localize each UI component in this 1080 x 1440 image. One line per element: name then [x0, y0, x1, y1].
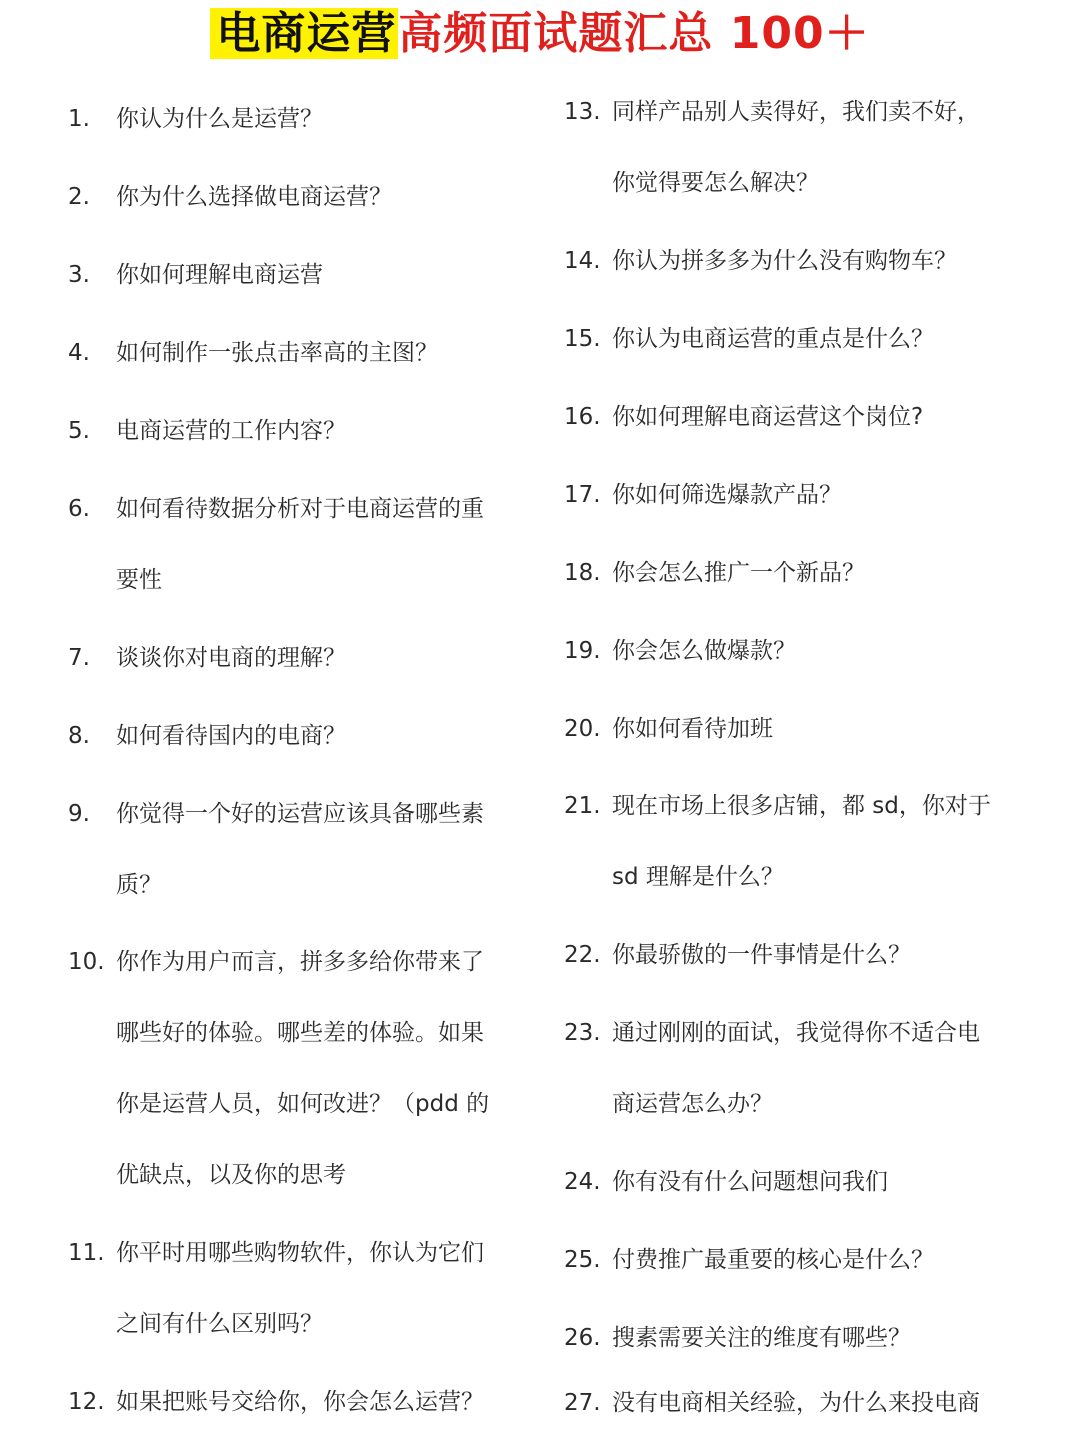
question-text: 你作为用户而言，拼多多给你带来了: [116, 949, 484, 975]
question-text: 你觉得要怎么解决？: [612, 170, 819, 196]
question-12: [68, 1367, 484, 1438]
question-text: 你为什么选择做电商运营？: [116, 184, 392, 210]
question-number: 1.: [68, 106, 90, 132]
question-19: [564, 616, 796, 687]
question-number: 20.: [564, 716, 601, 742]
question-22: [564, 920, 911, 991]
title-rest: 高频面试题汇总 100＋: [398, 8, 870, 59]
question-14: [564, 226, 957, 297]
question-10: [68, 927, 489, 1211]
question-number: 10.: [68, 949, 105, 975]
question-text: 谈谈你对电商的理解？: [116, 645, 346, 671]
question-text: sd 理解是什么？: [612, 864, 784, 890]
question-13: [564, 77, 980, 219]
question-text: 你如何理解电商运营: [116, 262, 323, 288]
question-7: [68, 623, 346, 694]
question-25: [564, 1225, 934, 1296]
question-number: 6.: [68, 496, 90, 522]
question-15: [564, 304, 934, 375]
question-text: 现在市场上很多店铺，都 sd，你对于: [612, 793, 991, 819]
question-text: 你认为什么是运营？: [116, 106, 323, 132]
question-24: [564, 1147, 888, 1218]
question-18: [564, 538, 865, 609]
question-4: [68, 318, 438, 389]
question-text: 没有电商相关经验，为什么来投电商: [612, 1390, 980, 1416]
question-21: [564, 771, 991, 913]
question-number: 24.: [564, 1169, 601, 1195]
question-number: 13.: [564, 99, 601, 125]
question-text: 你会怎么做爆款？: [612, 638, 796, 664]
question-number: 19.: [564, 638, 601, 664]
question-text: 你觉得一个好的运营应该具备哪些素: [116, 801, 484, 827]
question-2: [68, 162, 392, 233]
question-text: 你是运营人员，如何改进？（pdd 的: [116, 1091, 490, 1117]
question-number: 2.: [68, 184, 90, 210]
question-text: 商运营怎么办？: [612, 1091, 773, 1117]
question-text: 你有没有什么问题想问我们: [612, 1169, 888, 1195]
question-number: 9.: [68, 801, 90, 827]
question-number: 15.: [564, 326, 601, 352]
question-text: 优缺点，以及你的思考: [116, 1162, 346, 1188]
question-3: [68, 240, 323, 311]
question-text: 你最骄傲的一件事情是什么？: [612, 942, 911, 968]
question-text: 如何制作一张点击率高的主图？: [116, 340, 438, 366]
page-title: [0, 4, 1080, 64]
question-number: 7.: [68, 645, 90, 671]
question-text: 要性: [116, 567, 162, 593]
question-17: [564, 460, 842, 531]
question-text: 通过刚刚的面试，我觉得你不适合电: [612, 1020, 980, 1046]
question-1: [68, 84, 323, 155]
question-text: 你如何理解电商运营这个岗位?: [612, 404, 924, 430]
question-number: 26.: [564, 1325, 601, 1351]
question-number: 11.: [68, 1240, 105, 1266]
question-9: [68, 779, 484, 921]
question-text: 你认为电商运营的重点是什么？: [612, 326, 934, 352]
question-text: 如何看待数据分析对于电商运营的重: [116, 496, 484, 522]
question-26: [564, 1303, 911, 1374]
question-number: 22.: [564, 942, 601, 968]
question-number: 17.: [564, 482, 601, 508]
question-number: 3.: [68, 262, 90, 288]
question-8: [68, 701, 346, 772]
question-text: 你会怎么推广一个新品？: [612, 560, 865, 586]
question-number: 25.: [564, 1247, 601, 1273]
question-number: 12.: [68, 1389, 105, 1415]
question-number: 8.: [68, 723, 90, 749]
question-number: 5.: [68, 418, 90, 444]
question-number: 16.: [564, 404, 601, 430]
question-16: [564, 382, 923, 453]
question-number: 14.: [564, 248, 601, 274]
question-text: 同样产品别人卖得好，我们卖不好，: [612, 99, 980, 125]
question-text: 搜素需要关注的维度有哪些？: [612, 1325, 911, 1351]
question-text: 如何看待国内的电商？: [116, 723, 346, 749]
question-text: 如果把账号交给你，你会怎么运营？: [116, 1389, 484, 1415]
question-text: 你平时用哪些购物软件，你认为它们: [116, 1240, 484, 1266]
question-text: 你如何看待加班: [612, 716, 773, 742]
question-number: 27.: [564, 1390, 601, 1416]
question-text: 质？: [116, 872, 162, 898]
question-text: 你认为拼多多为什么没有购物车？: [612, 248, 957, 274]
question-11: [68, 1218, 484, 1360]
question-number: 23.: [564, 1020, 601, 1046]
question-text: 你如何筛选爆款产品？: [612, 482, 842, 508]
question-number: 21.: [564, 793, 601, 819]
question-text: 电商运营的工作内容？: [116, 418, 346, 444]
question-27: [564, 1368, 980, 1439]
question-23: [564, 998, 980, 1140]
question-6: [68, 474, 484, 616]
title-highlight: 电商运营: [210, 8, 398, 59]
question-text: 付费推广最重要的核心是什么？: [612, 1247, 934, 1273]
question-text: 哪些好的体验。哪些差的体验。如果: [116, 1020, 484, 1046]
question-number: 4.: [68, 340, 90, 366]
question-number: 18.: [564, 560, 601, 586]
question-text: 之间有什么区别吗？: [116, 1311, 323, 1337]
question-20: [564, 694, 773, 765]
question-5: [68, 396, 346, 467]
